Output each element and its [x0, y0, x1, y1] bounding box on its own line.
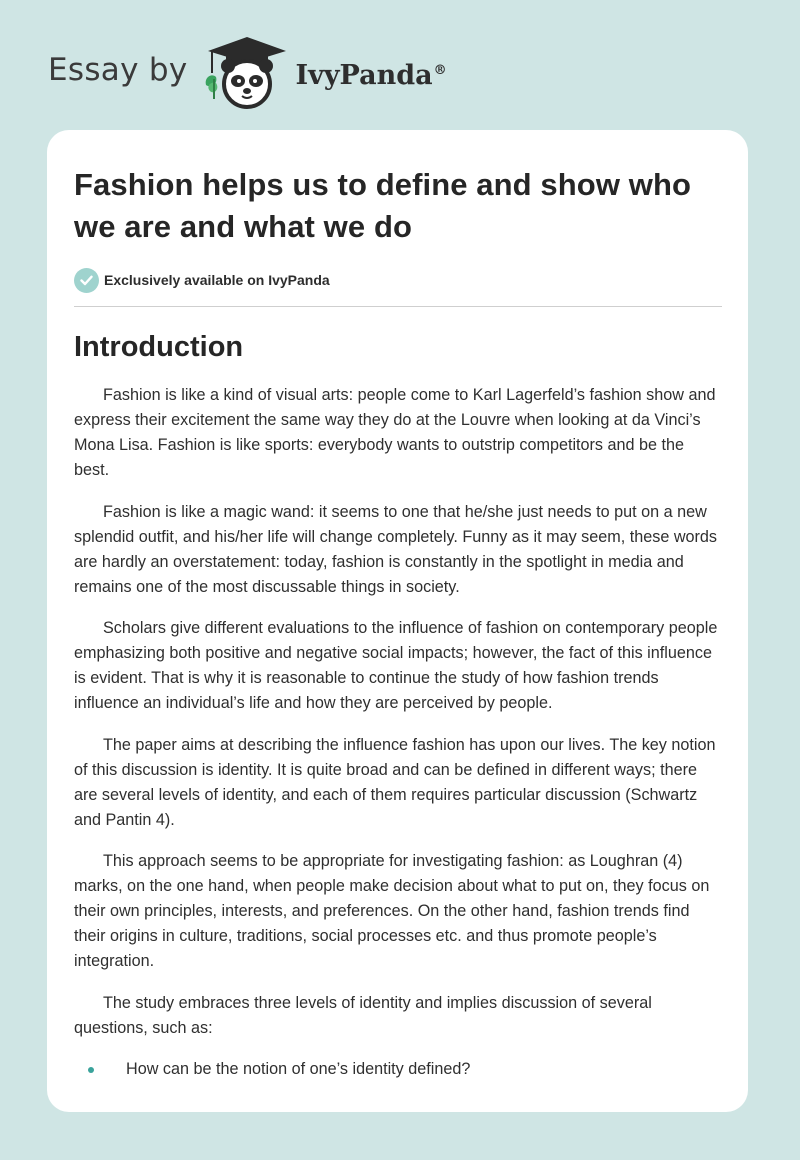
paragraph: Fashion is like a magic wand: it seems to one that he/she just needs to put on a new splendid outfit, and his/her life will change completely. Funny as it may seem, these words are hardly an overstatement: today, fashion is constantly in the spotlight in media and remains one of the most discussable things in society. [74, 502, 718, 596]
list-item-text: How can be the notion of one’s identity defined? [126, 1060, 471, 1078]
bullet-icon [88, 1067, 94, 1073]
registered-mark: ® [433, 62, 447, 78]
essay-by-label: Essay by [48, 52, 188, 88]
paragraph: Scholars give different evaluations to the influence of fashion on contemporary people emphasizing both positive and negative social impacts; however, the fact of this influence is evident. That is why it is reasonable to continue the study of how fashion trends influence an individual’s life and how they are perceived by people. [74, 619, 718, 712]
brand-label: IvyPanda [295, 59, 433, 91]
article-title: Fashion helps us to define and show who we are and what we do [74, 167, 692, 244]
brand-name[interactable] [296, 60, 447, 91]
exclusive-label: Exclusively available on IvyPanda [104, 272, 330, 288]
section-heading: Introduction [74, 331, 244, 363]
check-icon [74, 268, 99, 293]
article-card [47, 130, 748, 1112]
panda-graduate-icon[interactable] [202, 33, 292, 111]
question-list [74, 1057, 722, 1082]
paragraph: This approach seems to be appropriate for investigating fashion: as Loughran (4) marks, on the one hand, when people make decision about what to put on, they focus on their own principles, interests, and preferences. On the other hand, fashion trends find their origins in culture, traditions, social processes etc. and thus promote people’s integration. [74, 852, 710, 970]
list-item [74, 1057, 722, 1082]
site-header [48, 30, 447, 114]
paragraph: The paper aims at describing the influence fashion has upon our lives. The key notion of this discussion is identity. It is quite broad and can be defined in different ways; there are several levels of identity, and each of them requires particular discussion (Schwartz and Pantin 4). [74, 735, 716, 829]
paragraph: The study embraces three levels of identity and implies discussion of several questions, such as: [74, 993, 652, 1037]
divider [74, 306, 722, 307]
article-content [47, 130, 748, 1082]
paragraph: Fashion is like a kind of visual arts: people come to Karl Lagerfeld’s fashion show and express their excitement the same way they do at the Louvre when looking at da Vinci’s Mona Lisa. Fashion is like sports: everybody wants to outstrip competitors and be the best. [74, 386, 716, 479]
exclusive-badge [74, 266, 722, 294]
